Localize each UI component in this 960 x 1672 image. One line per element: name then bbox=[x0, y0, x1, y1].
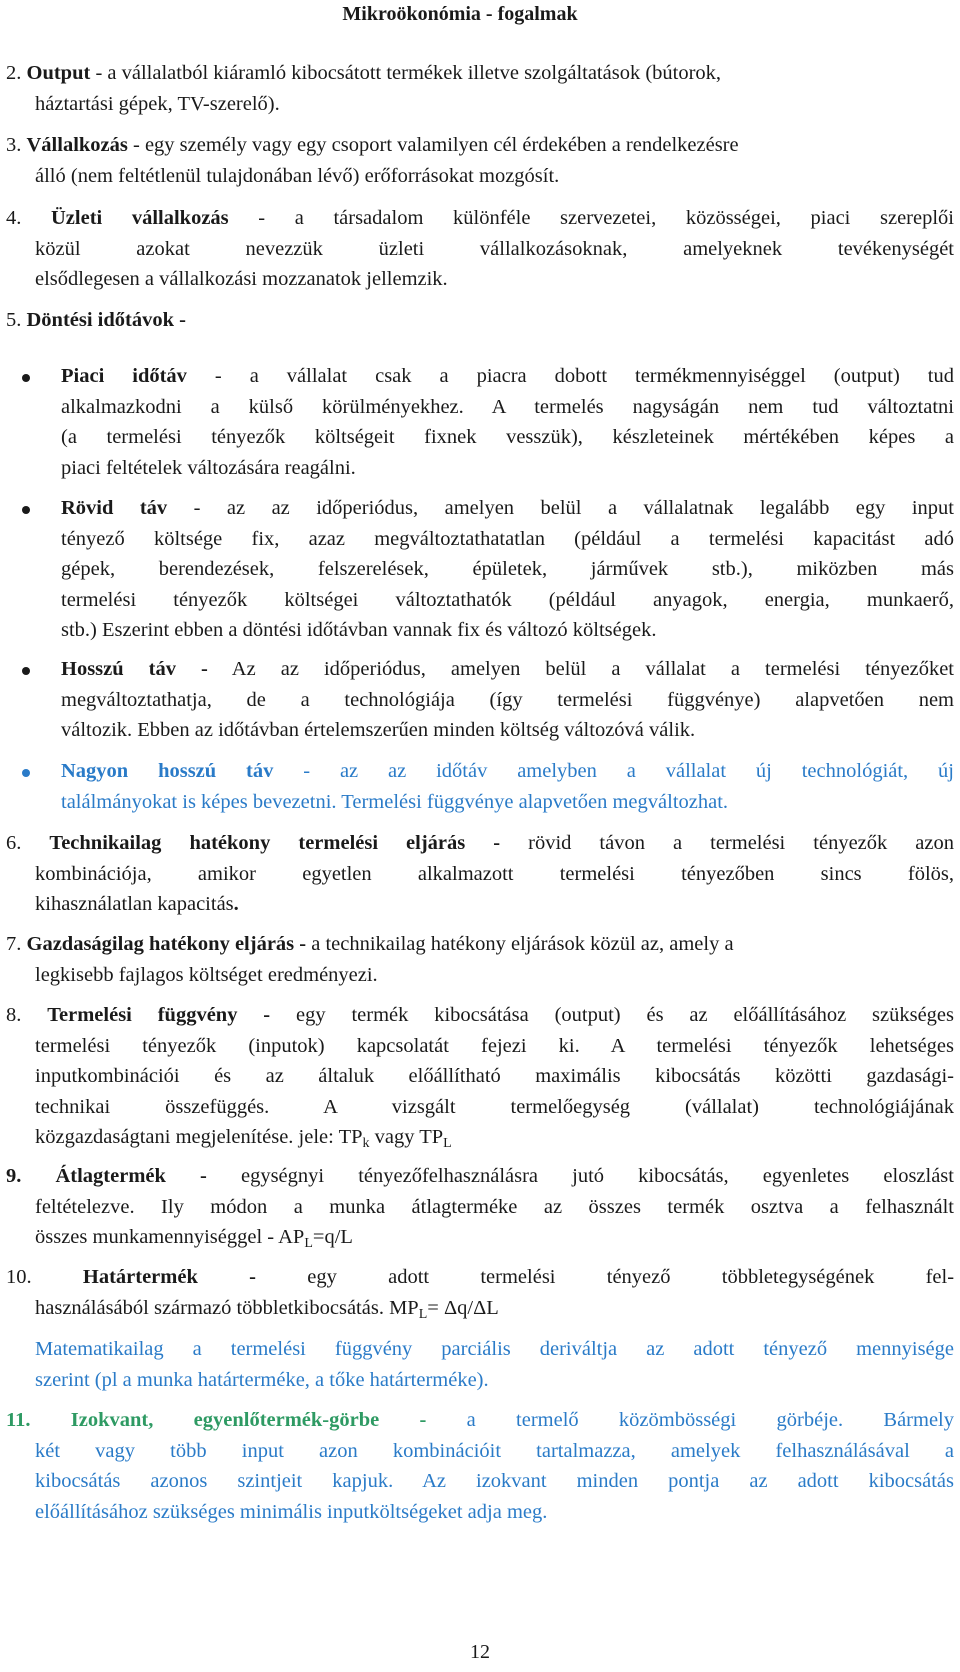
page-number: 12 bbox=[470, 1641, 490, 1663]
term-vallalkozas: Vállalkozás bbox=[26, 134, 128, 156]
definition-text: két vagy több input azon kombinációit tartalmazza, amelyek felhasználásával a bbox=[35, 1439, 954, 1462]
definition-atlagtermek bbox=[6, 1161, 954, 1253]
definition-period: . bbox=[233, 893, 239, 915]
definition-technikailag-hatekony bbox=[6, 828, 954, 920]
definition-text: inputkombinációi és az általuk előállítható maximális kibocsátás közötti gazdasági- bbox=[35, 1065, 954, 1087]
definition-text: alkalmazkodni a külső körülményekhez. A termelés nagyságán nem tud változtatni bbox=[61, 395, 954, 418]
item-number: 11. bbox=[6, 1409, 31, 1431]
definition-text: - egy személy vagy egy csoport valamilyen cél érdekében a rendelkezésre bbox=[127, 134, 739, 156]
definition-text: egy bbox=[307, 1266, 337, 1288]
definition-text: változik. Ebben az időtávban értelemszerűen minden költség változóvá válik. bbox=[61, 719, 696, 741]
term-termelesi-fuggveny: Termelési függvény - bbox=[47, 1004, 271, 1026]
subscript: L bbox=[418, 1306, 428, 1322]
definition-text: a technikailag hatékony eljárások közül az, amely a bbox=[306, 933, 734, 955]
definition-text: stb.) Eszerint ebben a döntési időtávban vannak fix és változó költségek. bbox=[61, 619, 657, 641]
definition-text: piaci feltételek változására reagálni. bbox=[61, 456, 356, 479]
term-izokvant: Izokvant, egyenlőtermék-görbe - bbox=[70, 1409, 427, 1431]
definition-text: = Δq/ΔL bbox=[427, 1296, 499, 1319]
term-hosszu-tav: Hosszú táv - bbox=[61, 658, 208, 680]
definition-text: közül azokat nevezzük üzleti vállalkozásoknak, amelyeknek tevékenységét bbox=[35, 237, 954, 260]
term-rovid-tav: Rövid táv bbox=[61, 497, 168, 519]
definition-uzleti-vallalkozas bbox=[6, 203, 954, 295]
definition-text: közgazdaságtani megjelenítése. jele: TP bbox=[35, 1126, 363, 1148]
item-number: 9. bbox=[6, 1165, 22, 1187]
definition-gazdasagilag-hatekony bbox=[6, 929, 954, 990]
term-gazdasagilag-hatekony: Gazdaságilag hatékony eljárás - bbox=[26, 933, 307, 955]
item-number: 6. bbox=[6, 832, 22, 854]
definition-text: többletegységének bbox=[721, 1266, 875, 1288]
item-number: 4. bbox=[6, 207, 22, 229]
definition-text: termelési bbox=[480, 1266, 556, 1288]
subscript: L bbox=[443, 1136, 452, 1151]
definition-text: a termelő közömbösségi görbéje. Bármely bbox=[426, 1409, 954, 1431]
definition-text: fel- bbox=[925, 1266, 955, 1288]
definition-text: háztartási gépek, TV-szerelő). bbox=[35, 92, 280, 115]
bullet-hosszu-tav bbox=[61, 654, 954, 746]
definition-text: elsődlegesen a vállalkozási mozzanatok jellemzik. bbox=[35, 268, 448, 290]
definition-text: technikai összefüggés. A vizsgált termelőegység (vállalat) technológiájának bbox=[35, 1095, 954, 1118]
definition-text: egységnyi tényezőfelhasználásra jutó kibocsátás, egyenletes eloszlást bbox=[206, 1165, 954, 1187]
definition-text: megváltoztathatja, de a technológiája (így termelési függvénye) alapvetően nem bbox=[61, 688, 954, 711]
definition-text: gépek, berendezések, felszerelések, épületek, járművek stb.), miközben más bbox=[61, 558, 954, 580]
definition-text: termelési tényezők költségei változtathatók (például anyagok, energia, munkaerő, bbox=[61, 588, 954, 611]
definition-text: (a termelési tényezők költségeit fixnek vesszük), készleteinek mértékében képes a bbox=[61, 426, 954, 448]
bullet-icon bbox=[22, 506, 30, 514]
definition-text: vagy TP bbox=[369, 1126, 444, 1148]
item-number: 8. bbox=[6, 1004, 22, 1026]
term-dontesi-idotavok: Döntési időtávok - bbox=[26, 309, 186, 331]
definition-text: találmányokat is képes bevezetni. Termelési függvénye alapvetően megváltozhat. bbox=[61, 790, 729, 813]
definition-text: Matematikailag a termelési függvény parciális deriváltja az adott tényező mennyisége bbox=[35, 1338, 954, 1360]
term-output: Output bbox=[26, 62, 91, 84]
definition-text: használásából származó többletkibocsátás. MP bbox=[35, 1296, 419, 1319]
definition-text: adott bbox=[388, 1266, 430, 1288]
bullet-piaci-idotav bbox=[61, 361, 954, 483]
subscript: L bbox=[304, 1236, 313, 1251]
definition-text: termelési tényezők (inputok) kapcsolatát fejezi ki. A termelési tényezők lehetséges bbox=[35, 1034, 954, 1057]
definition-text: tényező bbox=[606, 1266, 671, 1288]
definition-text: - a társadalom különféle szervezetei, közösségei, piaci szereplői bbox=[228, 207, 954, 229]
term-nagyon-hosszu-tav: Nagyon hosszú táv bbox=[61, 760, 274, 782]
definition-text: - a vállalat csak a piacra dobott termékmennyiséggel (output) tud bbox=[186, 365, 954, 387]
definition-text: rövid távon a termelési tényezők azon bbox=[500, 832, 954, 854]
definition-text: - az az időtáv amelyben a vállalat új technológiát, új bbox=[273, 760, 954, 782]
item-number: 3. bbox=[6, 134, 22, 156]
definition-text: álló (nem feltétlenül tulajdonában lévő) erőforrásokat mozgósít. bbox=[35, 164, 560, 187]
definition-text: összes munkamennyiséggel - AP bbox=[35, 1226, 305, 1248]
definition-text: kihasználatlan kapacitás bbox=[35, 893, 234, 915]
definition-text: =q/L bbox=[312, 1226, 353, 1248]
definition-text: szerint (pl a munka határterméke, a tőke határterméke). bbox=[35, 1368, 489, 1391]
bullet-icon bbox=[22, 374, 30, 382]
term-piaci-idotav: Piaci időtáv bbox=[61, 365, 187, 387]
bullet-nagyon-hosszu-tav bbox=[61, 756, 954, 817]
term-technikailag-hatekony: Technikailag hatékony termelési eljárás - bbox=[49, 832, 501, 854]
definition-vallalkozas bbox=[6, 130, 954, 191]
definition-text: tényező költsége fix, azaz megváltoztathatatlan (például a termelési kapacitást adó bbox=[61, 527, 954, 550]
definition-output bbox=[6, 58, 954, 119]
definition-text: egy termék kibocsátása (output) és az előállításához szükséges bbox=[270, 1004, 954, 1026]
definition-text: előállításához szükséges minimális inputköltségeket adja meg. bbox=[35, 1500, 548, 1523]
definition-text: - a vállalatból kiáramló kibocsátott termékek illetve szolgáltatások (bútorok, bbox=[90, 62, 722, 84]
definition-text: feltételezve. Ily módon a munka átlagterméke az összes termék osztva a felhasznált bbox=[35, 1195, 954, 1218]
bullet-rovid-tav bbox=[61, 493, 954, 646]
definition-text: Az az időperiódus, amelyen belül a vállalat a termelési tényezőket bbox=[207, 658, 954, 680]
term-hatartermek: Határtermék - bbox=[82, 1266, 256, 1288]
subscript: k bbox=[362, 1136, 370, 1151]
definition-text: kombinációja, amikor egyetlen alkalmazott termelési tényezőben sincs fölös, bbox=[35, 862, 954, 885]
term-uzleti-vallalkozas: Üzleti vállalkozás bbox=[51, 207, 229, 229]
bullet-icon bbox=[22, 769, 30, 777]
definition-text: legkisebb fajlagos költséget eredményezi. bbox=[35, 963, 378, 986]
definition-hatartermek-note bbox=[6, 1334, 954, 1395]
item-number: 5. bbox=[6, 309, 22, 331]
definition-text: - az az időperiódus, amelyen belül a vállalatnak legalább egy input bbox=[167, 497, 954, 519]
definition-izokvant bbox=[6, 1405, 954, 1527]
term-atlagtermek: Átlagtermék - bbox=[55, 1165, 207, 1187]
definition-hatartermek bbox=[6, 1262, 954, 1323]
bullet-icon bbox=[22, 667, 30, 675]
definition-termelesi-fuggveny bbox=[6, 1000, 954, 1153]
definition-text: kibocsátás azonos szintjeit kapjuk. Az izokvant minden pontja az adott kibocsátás bbox=[35, 1470, 954, 1492]
item-number: 2. bbox=[6, 62, 22, 84]
definition-dontesi-idotavok bbox=[6, 305, 954, 336]
item-number: 7. bbox=[6, 933, 22, 955]
page-header-title: Mikroökonómia - fogalmak bbox=[342, 3, 578, 25]
item-number: 10. bbox=[6, 1266, 32, 1288]
